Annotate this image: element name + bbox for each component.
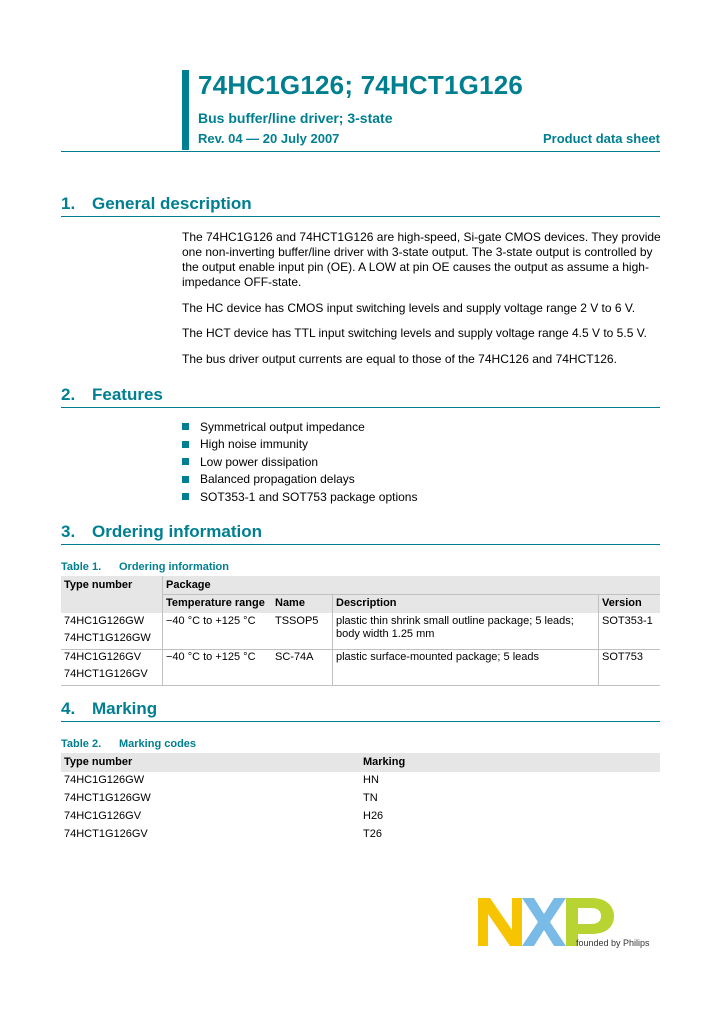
- table-divider: [332, 594, 333, 685]
- table-cell: 74HC1G126GW: [64, 615, 145, 627]
- table-cell: 74HC1G126GV: [64, 810, 142, 822]
- column-header: Package: [166, 579, 211, 591]
- bullet-square-icon: [182, 476, 189, 483]
- table-divider: [163, 594, 660, 595]
- table-cell: SC-74A: [275, 651, 314, 663]
- section-rule: [61, 216, 660, 217]
- bullet-square-icon: [182, 423, 189, 430]
- paragraph: The bus driver output currents are equal to those of the 74HC126 and 74HCT126.: [182, 352, 617, 366]
- section-number: 4.: [61, 699, 76, 718]
- table-cell: TN: [363, 792, 378, 804]
- table-cell: HN: [363, 774, 379, 786]
- column-header: Marking: [363, 756, 406, 768]
- column-header: Type number: [64, 756, 133, 768]
- document-revision: Rev. 04 — 20 July 2007: [198, 131, 340, 146]
- title-accent-bar: [182, 70, 189, 150]
- table-divider: [162, 576, 163, 685]
- bullet-square-icon: [182, 458, 189, 465]
- column-header: Description: [336, 597, 397, 609]
- table-cell: 74HCT1G126GV: [64, 828, 148, 840]
- table-header-bg: [61, 753, 660, 772]
- list-item: Symmetrical output impedance: [182, 418, 417, 436]
- table-cell: −40 °C to +125 °C: [166, 651, 256, 663]
- table-divider: [598, 594, 599, 685]
- table-row-rule: [61, 649, 660, 650]
- bullet-square-icon: [182, 493, 189, 500]
- list-item: Balanced propagation delays: [182, 471, 417, 489]
- header-rule: [61, 151, 660, 152]
- table-cell: 74HCT1G126GW: [64, 632, 151, 644]
- section-title-marking: Marking: [92, 699, 158, 718]
- section-number: 1.: [61, 194, 76, 213]
- table-cell: TSSOP5: [275, 615, 319, 627]
- table-cell: body width 1.25 mm: [336, 628, 435, 640]
- paragraph: The 74HC1G126 and 74HCT1G126 are high-speed, Si-gate CMOS devices. They provide one non-inverting buffer/line driver with 3-state output. The 3-state output is controlled by the output enable input pin (OE). A LOW at pin OE causes the output as assume a high-impedance OFF-state.: [182, 230, 661, 289]
- document-title: 74HC1G126; 74HCT1G126: [198, 70, 524, 100]
- features-list: [182, 418, 417, 506]
- paragraph: The HC device has CMOS input switching levels and supply voltage range 2 V to 6 V.: [182, 301, 636, 315]
- document-subtitle: Bus buffer/line driver; 3-state: [198, 110, 393, 126]
- section-rule: [61, 544, 660, 545]
- table-cell: SOT753: [602, 651, 643, 663]
- table-cell: plastic thin shrink small outline package; 5 leads;: [336, 615, 574, 627]
- table-caption: Table 2. Marking codes: [61, 738, 197, 750]
- table-cell: plastic surface-mounted package; 5 leads: [336, 651, 540, 663]
- column-header: Temperature range: [166, 597, 265, 609]
- table-cell: 74HCT1G126GV: [64, 668, 148, 680]
- table-cell: H26: [363, 810, 384, 822]
- logo-tagline: founded by Philips: [576, 938, 650, 948]
- paragraph: The HCT device has TTL input switching levels and supply voltage range 4.5 V to 5.5 V.: [182, 326, 647, 340]
- table-cell: −40 °C to +125 °C: [166, 615, 256, 627]
- bullet-square-icon: [182, 441, 189, 448]
- document-type: Product data sheet: [542, 131, 660, 146]
- list-item: Low power dissipation: [182, 453, 417, 471]
- column-header: Type number: [64, 579, 133, 591]
- table-cell: 74HCT1G126GW: [64, 792, 151, 804]
- list-item: SOT353-1 and SOT753 package options: [182, 488, 417, 506]
- section-title-features: Features: [92, 385, 163, 404]
- nxp-logo: [478, 896, 662, 952]
- column-header: Version: [602, 597, 642, 609]
- column-header: Name: [275, 597, 305, 609]
- table-cell: SOT353-1: [602, 615, 653, 627]
- section-rule: [61, 407, 660, 408]
- list-item: High noise immunity: [182, 436, 417, 454]
- section-title-general: General description: [92, 194, 252, 213]
- table-row-rule: [61, 685, 660, 686]
- section-rule: [61, 721, 660, 722]
- section-title-ordering: Ordering information: [92, 522, 262, 541]
- table-cell: 74HC1G126GW: [64, 774, 145, 786]
- table-caption: Table 1. Ordering information: [61, 561, 229, 573]
- table-cell: T26: [363, 828, 382, 840]
- table-cell: 74HC1G126GV: [64, 651, 142, 663]
- section-number: 3.: [61, 522, 76, 541]
- section-number: 2.: [61, 385, 76, 404]
